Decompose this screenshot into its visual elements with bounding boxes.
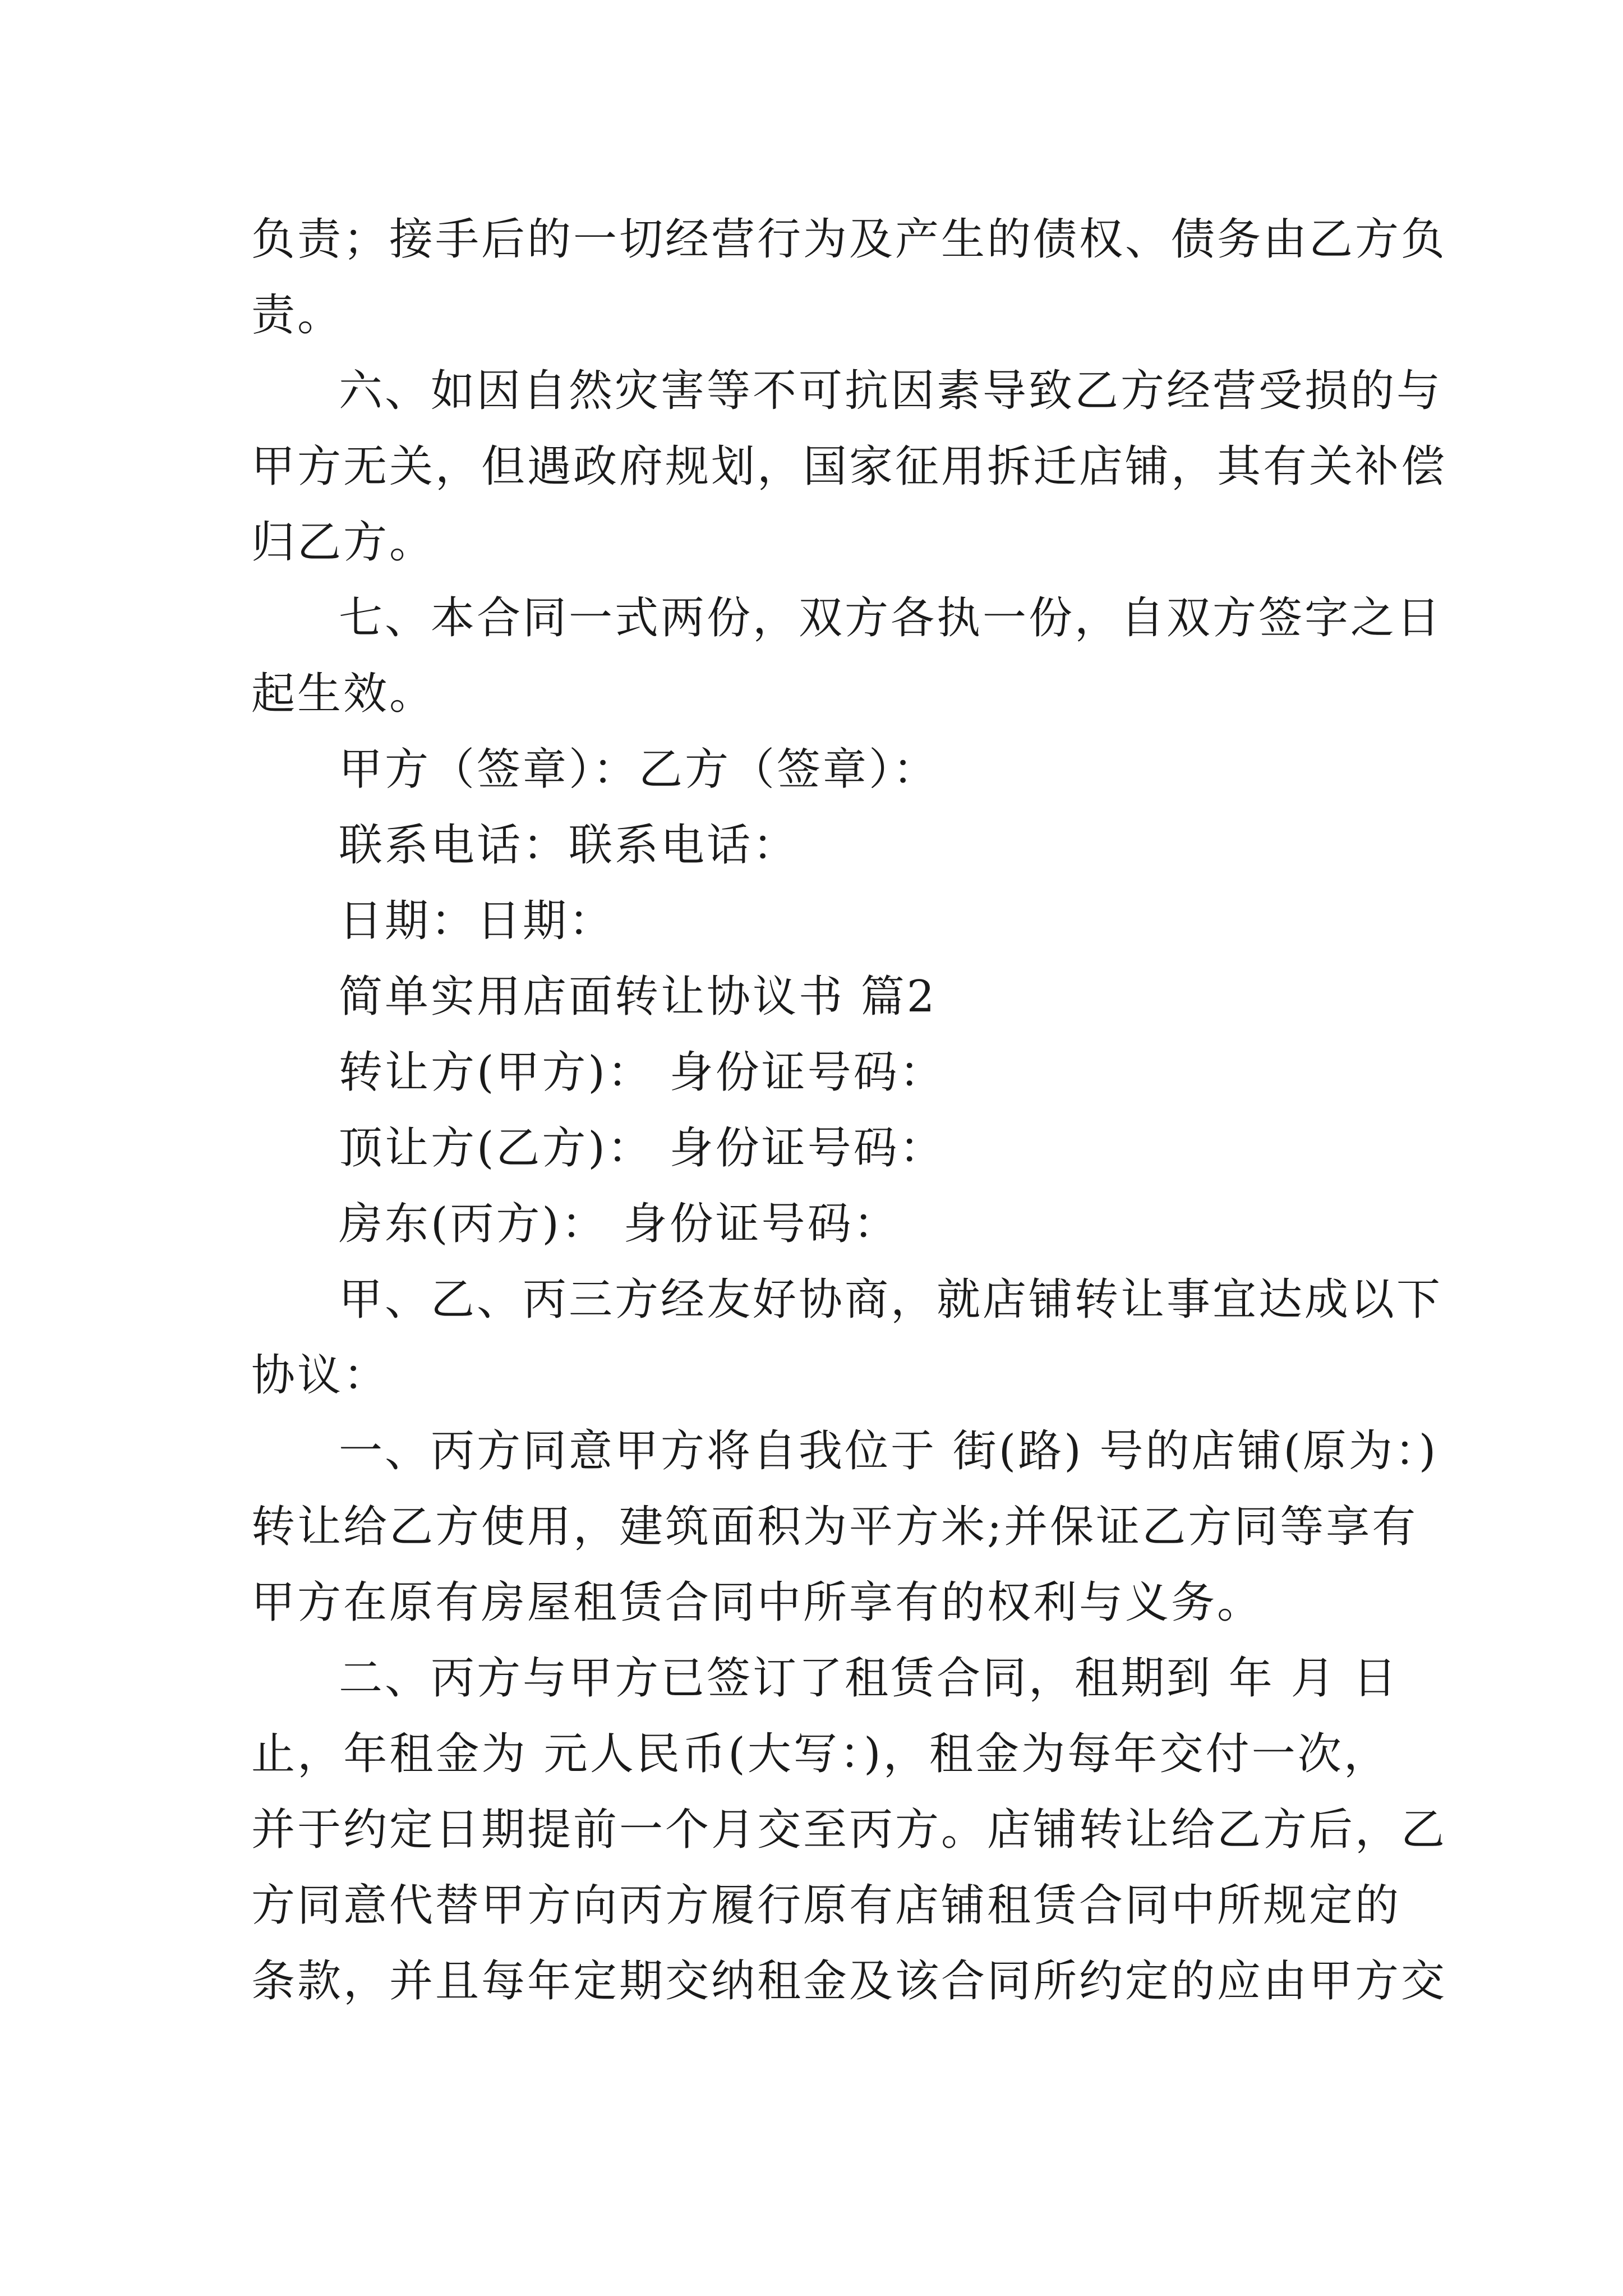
text-line: 甲方（签章）：乙方（签章）： bbox=[339, 744, 939, 795]
text-line: 二、丙方与甲方已签订了租赁合同，租期到 年 月 日 bbox=[339, 1653, 1399, 1704]
text-line: 一、丙方同意甲方将自我位于 街(路) 号的店铺(原为：) bbox=[339, 1426, 1438, 1476]
text-line: 协议： bbox=[251, 1350, 390, 1401]
text-line: 转让给乙方使用，建筑面积为平方米;并保证乙方同等享有 bbox=[251, 1502, 1418, 1552]
text-line: 负责；接手后的一切经营行为及产生的债权、债务由乙方负 bbox=[251, 214, 1447, 265]
text-line: 并于约定日期提前一个月交至丙方。店铺转让给乙方后，乙 bbox=[251, 1805, 1447, 1855]
text-line: 顶让方(乙方)： 身份证号码： bbox=[339, 1123, 946, 1174]
text-line: 条款，并且每年定期交纳租金及该合同所约定的应由甲方交 bbox=[251, 1956, 1447, 2007]
text-line: 归乙方。 bbox=[251, 517, 436, 568]
text-line: 联系电话：联系电话： bbox=[339, 820, 799, 871]
text-line: 责。 bbox=[251, 290, 344, 341]
text-line: 甲、乙、丙三方经友好协商，就店铺转让事宜达成以下 bbox=[339, 1274, 1443, 1325]
text-line: 转让方(甲方)： 身份证号码： bbox=[339, 1047, 946, 1098]
text-line: 甲方无关，但遇政府规划，国家征用拆迁店铺，其有关补偿 bbox=[251, 441, 1447, 492]
text-line: 甲方在原有房屋租赁合同中所享有的权利与义务。 bbox=[251, 1577, 1264, 1628]
text-line: 日期：日期： bbox=[339, 896, 615, 946]
text-line: 止，年租金为 元人民币(大写：)，租金为每年交付一次， bbox=[251, 1729, 1390, 1779]
text-line: 起生效。 bbox=[251, 669, 436, 719]
text-line: 房东(丙方)： 身份证号码： bbox=[339, 1199, 900, 1249]
text-line: 七、本合同一式两份，双方各执一份，自双方签字之日 bbox=[339, 593, 1443, 643]
text-line: 方同意代替甲方向丙方履行原有店铺租赁合同中所规定的 bbox=[251, 1880, 1401, 1931]
text-line: 六、如因自然灾害等不可抗因素导致乙方经营受损的与 bbox=[339, 366, 1443, 416]
document-body bbox=[251, 202, 1447, 2019]
text-line: 简单实用店面转让协议书 篇2 bbox=[339, 972, 937, 1022]
